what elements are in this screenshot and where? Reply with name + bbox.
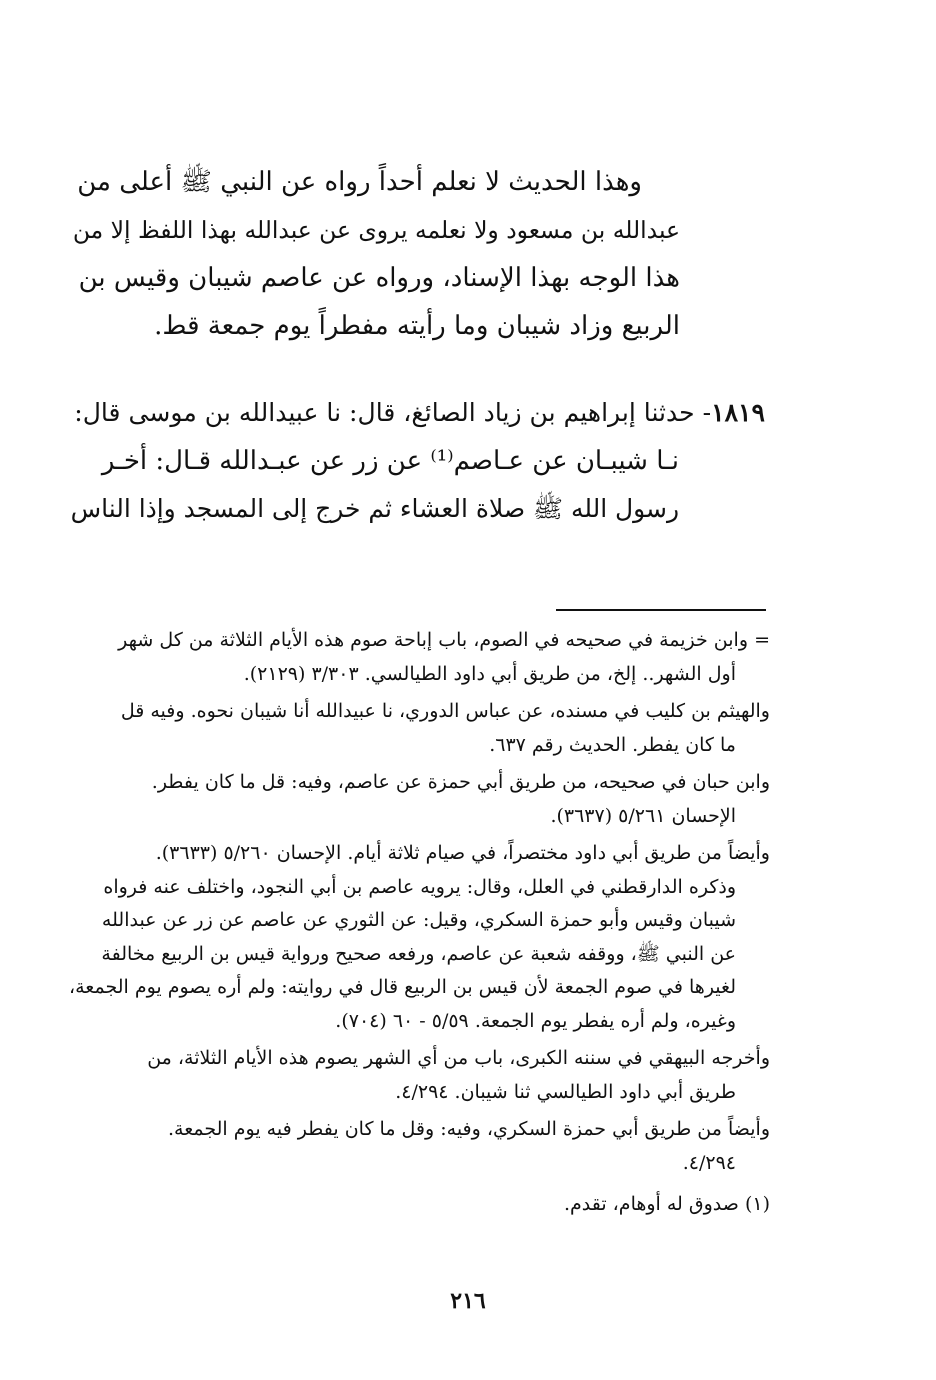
footnote-line: وابن حبان في صحيحه، من طريق أبي حمزة عن عاصم، وفيه: قل ما كان يفطر. xyxy=(151,771,770,793)
hadith-line: - حدثنا إبراهيم بن زياد الصائغ، قال: نا عبيدالله بن موسى قال: xyxy=(74,398,712,427)
continuation-marker: = xyxy=(754,629,770,651)
footnote-paragraph xyxy=(62,837,770,1038)
main-paragraph-line: الربيع وزاد شيبان وما رأيته مفطراً يوم جمعة قط. xyxy=(154,311,680,341)
footnote-line: والهيثم بن كليب في مسنده، عن عباس الدوري، نا عبيدالله أنا شيبان نحوه. وفيه قل xyxy=(120,700,770,722)
main-paragraph-line: عبدالله بن مسعود ولا نعلمه يروى عن عبدالله بهذا اللفظ إلا من xyxy=(72,216,680,244)
footnote-1 xyxy=(62,1188,770,1222)
footnote-line: طريق أبي داود الطيالسي ثنا شيبان. ٤/٢٩٤. xyxy=(395,1080,736,1103)
hadith-entry xyxy=(60,388,765,533)
main-paragraph xyxy=(60,158,680,350)
footnote-line: وذكره الدارقطني في العلل، وقال: يرويه عاصم بن أبي النجود، واختلف عنه فرواه xyxy=(103,875,736,898)
hadith-line: نـا شيبـان عن عـاصم⁽¹⁾ عن زر عن عبـدالله قـال: أخـر xyxy=(101,446,679,476)
footnote-paragraph xyxy=(62,1113,770,1180)
footnote-line: أول الشهر.. إلخ، من طريق أبي داود الطيالسي. ٣/٣٠٣ (٢١٢٩). xyxy=(243,662,736,685)
footnote-paragraph xyxy=(62,766,770,833)
footnote-line: وأيضاً من طريق أبي داود مختصراً، في صيام ثلاثة أيام. الإحسان ٥/٢٦٠ (٣٦٣٣). xyxy=(155,842,770,864)
footnote-line: شيبان وقيس وأبو حمزة السكري، وقيل: عن الثوري عن عاصم عن زر عن عبدالله xyxy=(101,909,736,931)
footnote-line: الإحسان ٥/٢٦١ (٣٦٣٧). xyxy=(550,804,736,827)
footnote-line: عن النبي ﷺ، ووقفه شعبة عن عاصم، ورفعه صحيح ورواية قيس بن الربيع مخالفة xyxy=(101,942,736,965)
footnote-line: وأخرجه البيهقي في سننه الكبرى، باب من أي الشهر يصوم هذه الأيام الثلاثة، من xyxy=(147,1047,770,1069)
footnote-separator xyxy=(556,609,766,611)
footnote-line: لغيرها في صوم الجمعة لأن قيس بن الربيع قال في روايته: ولم أره يصوم يوم الجمعة، xyxy=(68,976,736,998)
footnote-paragraph xyxy=(62,1042,770,1109)
footnote-paragraph xyxy=(62,624,770,691)
footnote-line: (١) صدوق له أوهام، تقدم. xyxy=(563,1193,770,1215)
footnote-line: ٤/٢٩٤. xyxy=(682,1151,736,1174)
footnote-line: =وابن خزيمة في صحيحه في الصوم، باب إباحة صوم هذه الأيام الثلاثة من كل شهر xyxy=(62,624,770,658)
footnotes xyxy=(62,624,770,1226)
footnote-line: وغيره، ولم أره يفطر يوم الجمعة. ٥/٥٩ - ٦٠ (٧٠٤). xyxy=(335,1009,736,1032)
hadith-number: ١٨١٩ xyxy=(711,397,765,427)
footnote-line: وأيضاً من طريق أبي حمزة السكري، وفيه: وقل ما كان يفطر فيه يوم الجمعة. xyxy=(168,1118,770,1140)
footnote-paragraph xyxy=(62,695,770,762)
footnote-line: ما كان يفطر. الحديث رقم ٦٣٧. xyxy=(489,733,736,756)
hadith-first-line xyxy=(60,388,765,437)
main-paragraph-line: هذا الوجه بهذا الإسناد، ورواه عن عاصم شيبان وقيس بن xyxy=(78,263,680,293)
main-paragraph-line: وهذا الحديث لا نعلم أحداً رواه عن النبي ﷺ أعلى من xyxy=(77,167,642,197)
hadith-line: رسول الله ﷺ صلاة العشاء ثم خرج إلى المسجد وإذا الناس xyxy=(70,494,679,523)
page-number: ٢١٦ xyxy=(450,1288,486,1314)
